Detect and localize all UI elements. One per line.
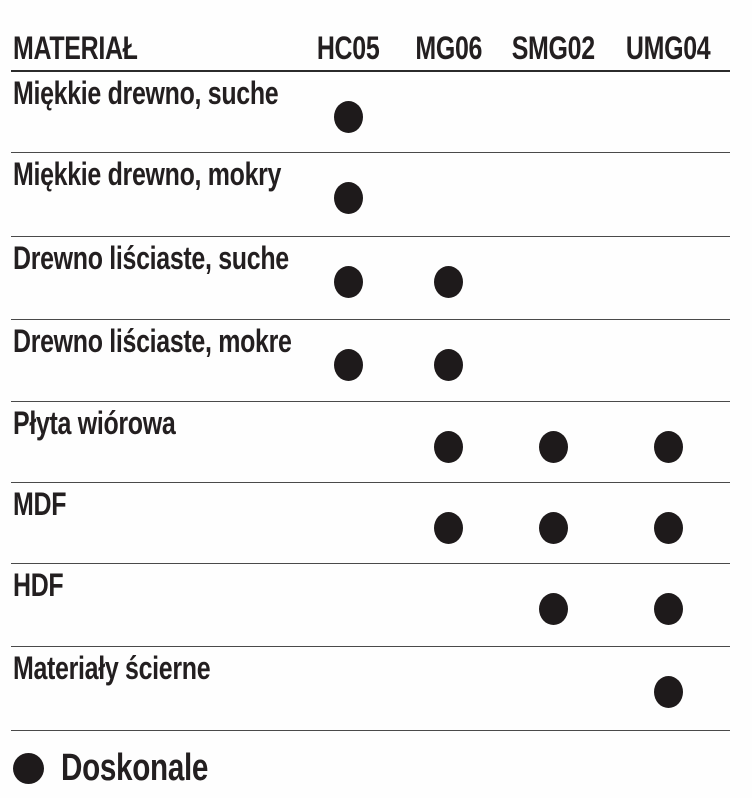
dot-cell [500, 72, 607, 152]
dot-cell [500, 237, 607, 319]
row-label [11, 483, 300, 563]
dot-cell [607, 402, 730, 482]
dot-cell [397, 483, 500, 563]
blade-column-header-text: HC05 [317, 30, 380, 67]
blade-column-header [607, 32, 730, 70]
rating-dot-icon [539, 593, 568, 625]
dot-cell [397, 153, 500, 236]
dot-cell [500, 153, 607, 236]
blade-column-header-text: UMG04 [626, 30, 711, 67]
dot-cell [607, 153, 730, 236]
table-row [11, 483, 730, 564]
table-row [11, 153, 730, 237]
rating-dot-icon [654, 431, 683, 463]
rating-dot-icon [434, 512, 463, 544]
dot-cell [300, 237, 397, 319]
rating-dot-icon [334, 266, 363, 298]
dot-cell [607, 237, 730, 319]
row-label [11, 237, 300, 319]
dot-cell [397, 647, 500, 730]
dot-cell [300, 72, 397, 152]
row-label [11, 402, 300, 482]
dot-cell [300, 402, 397, 482]
table-body [11, 72, 730, 731]
table-row [11, 402, 730, 483]
row-label-text: Miękkie drewno, mokry [13, 156, 282, 192]
dot-cell [397, 402, 500, 482]
legend-label-text: Doskonale [61, 747, 209, 789]
table-row [11, 72, 730, 153]
dot-cell [500, 483, 607, 563]
row-label-text: HDF [13, 567, 64, 603]
dot-cell [300, 564, 397, 646]
dot-cell [500, 564, 607, 646]
row-label-text: Drewno liściaste, mokre [13, 323, 292, 359]
dot-cell [607, 320, 730, 401]
rating-dot-icon [654, 512, 683, 544]
dot-cell [300, 320, 397, 401]
blade-column-header-text: SMG02 [511, 30, 596, 67]
dot-cell [300, 647, 397, 730]
row-label [11, 153, 300, 236]
row-label [11, 647, 300, 730]
row-label [11, 564, 300, 646]
blade-column-header [397, 32, 500, 70]
rating-dot-icon [334, 349, 363, 381]
rating-dot-icon [434, 431, 463, 463]
material-column-header [11, 32, 300, 70]
dot-cell [607, 647, 730, 730]
rating-dot-icon [434, 349, 463, 381]
rating-dot-icon [334, 101, 363, 133]
dot-cell [300, 483, 397, 563]
rating-dot-icon [654, 593, 683, 625]
dot-cell [397, 237, 500, 319]
rating-dot-icon [334, 182, 363, 214]
table-row [11, 320, 730, 402]
row-label-text: MDF [13, 486, 67, 522]
blade-column-header-text: MG06 [415, 30, 482, 67]
dot-cell [500, 647, 607, 730]
blade-column-header [300, 32, 397, 70]
legend-label [61, 749, 250, 787]
rating-dot-icon [434, 266, 463, 298]
row-label-text: Płyta wiórowa [13, 405, 176, 441]
rating-dot-icon [654, 676, 683, 708]
dot-cell [607, 564, 730, 646]
legend-dot-icon [13, 753, 44, 784]
legend [13, 749, 250, 787]
table-row [11, 647, 730, 731]
material-column-header-text: MATERIAŁ [13, 30, 138, 67]
dot-cell [607, 483, 730, 563]
dot-cell [397, 320, 500, 401]
row-label-text: Materiały ścierne [13, 650, 211, 686]
row-label [11, 72, 300, 152]
dot-cell [500, 402, 607, 482]
dot-cell [397, 72, 500, 152]
row-label [11, 320, 300, 401]
row-label-text: Drewno liściaste, suche [13, 240, 289, 276]
material-table [11, 0, 730, 731]
row-label-text: Miękkie drewno, suche [13, 75, 279, 111]
dot-cell [500, 320, 607, 401]
table-row [11, 564, 730, 647]
dot-cell [607, 72, 730, 152]
dot-cell [300, 153, 397, 236]
rating-dot-icon [539, 431, 568, 463]
dot-cell [397, 564, 500, 646]
table-row [11, 237, 730, 320]
rating-dot-icon [539, 512, 568, 544]
blade-column-header [500, 32, 607, 70]
table-header-row [11, 0, 730, 72]
